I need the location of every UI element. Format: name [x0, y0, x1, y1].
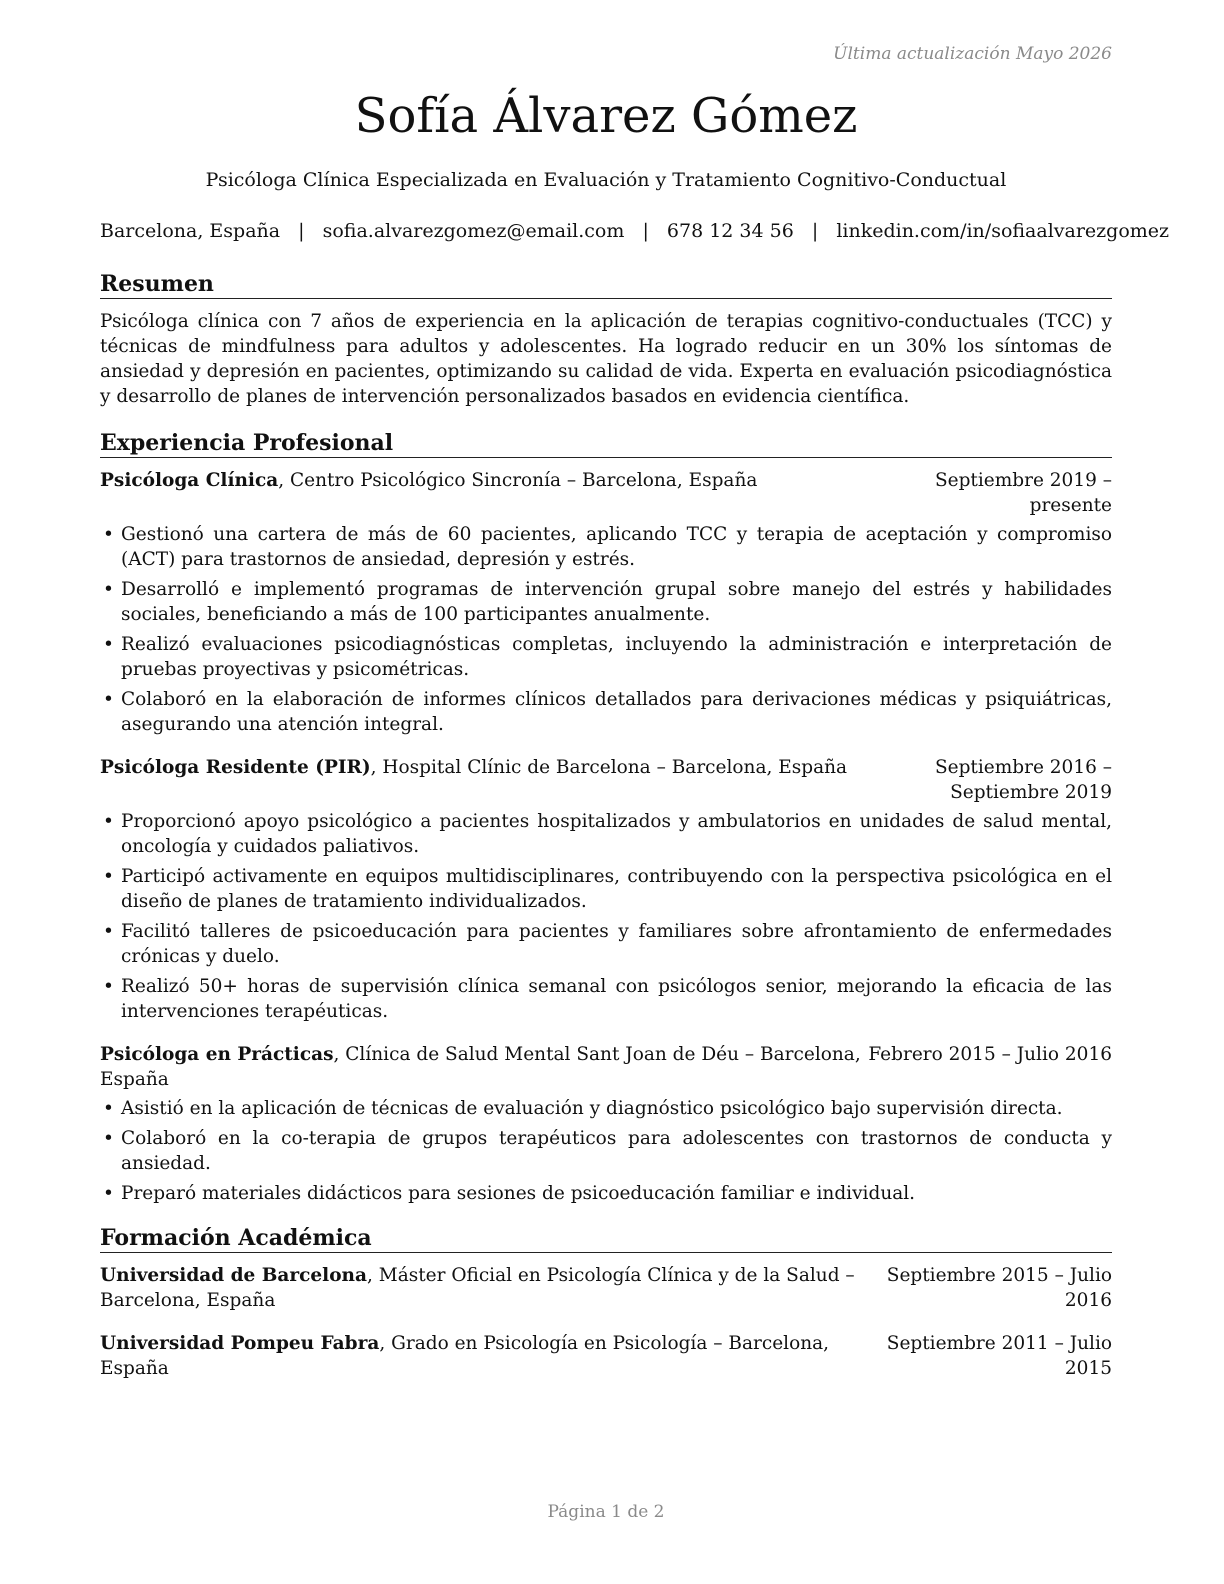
job-title-line: [100, 755, 847, 805]
education-title-line: [100, 1331, 882, 1381]
job-role: Psicóloga Clínica: [100, 470, 279, 491]
education-school: Universidad de Barcelona: [100, 1265, 367, 1286]
job-entry: [100, 468, 1112, 737]
contact-email[interactable]: sofia.alvarezgomez@email.com: [322, 220, 625, 242]
contact-separator: |: [642, 220, 649, 242]
bullet-text: Colaboró en la co-terapia de grupos terapéuticos para adolescentes con trastornos de conducta y ansiedad.: [121, 1128, 1112, 1174]
job-place: , Clínica de Salud Mental Sant Joan de Déu – Barcelona, España: [100, 1044, 861, 1090]
contact-separator: |: [811, 220, 819, 242]
list-item: [100, 687, 1112, 737]
job-bullets: [100, 1096, 1112, 1206]
job-title-line: [100, 468, 757, 518]
job-place: , Hospital Clínic de Barcelona – Barcelona, España: [370, 757, 848, 778]
job-role: Psicóloga en Prácticas: [100, 1044, 334, 1065]
contact-linkedin[interactable]: linkedin.com/in/sofiaalvarezgomez: [836, 220, 1170, 242]
education-header: [100, 1263, 1112, 1313]
education-school: Universidad Pompeu Fabra: [100, 1333, 380, 1354]
list-item: [100, 577, 1112, 627]
job-title-line: [100, 1042, 868, 1092]
education-dates: Septiembre 2015 – Julio 2016: [886, 1265, 1112, 1311]
bullet-icon: •: [103, 634, 114, 655]
job-dates: Septiembre 2016 – Septiembre 2019: [934, 757, 1112, 803]
list-item: [100, 974, 1112, 1024]
bullet-text: Desarrolló e implementó programas de intervención grupal sobre manejo del estrés y habilidades sociales, beneficiando a más de 100 participantes anualmente.: [121, 579, 1112, 625]
last-updated: Última actualización Mayo 2026: [833, 44, 1112, 64]
bullet-text: Realizó evaluaciones psicodiagnósticas completas, incluyendo la administración e interpretación de pruebas proyectivas y psicométricas.: [121, 634, 1112, 680]
list-item: [100, 1181, 1112, 1206]
job-entry: [100, 755, 1112, 1024]
job-role: Psicóloga Residente (PIR): [100, 757, 371, 778]
bullet-icon: •: [103, 1183, 114, 1204]
contact-phone: 678 12 34 56: [666, 220, 794, 242]
summary-text: Psicóloga clínica con 7 años de experiencia en la aplicación de terapias cognitivo-conductuales (TCC) y técnicas de mindfulness para adultos y adolescentes. Ha logrado reducir en un 30% los síntomas de ansiedad y depresión en pacientes, optimizando su calidad de vida. Experta en evaluación psicodiagnóstica y desarrollo de planes de intervención personalizados basados en evidencia científica.: [100, 311, 1112, 407]
bullet-text: Preparó materiales didácticos para sesiones de psicoeducación familiar e individual.: [121, 1183, 916, 1204]
job-header: [100, 755, 1112, 805]
contact-location: Barcelona, España: [100, 220, 281, 242]
bullet-icon: •: [103, 1098, 114, 1119]
professional-title: Psicóloga Clínica Especializada en Evaluación y Tratamiento Cognitivo-Conductual: [205, 169, 1007, 191]
list-item: [100, 864, 1112, 914]
education-entry: [100, 1331, 1112, 1381]
list-item: [100, 1096, 1112, 1121]
section-title-summary: Resumen: [100, 270, 1112, 299]
bullet-text: Colaboró en la elaboración de informes clínicos detallados para derivaciones médicas y psiquiátricas, asegurando una atención integral.: [121, 689, 1112, 735]
bullet-icon: •: [103, 579, 114, 600]
bullet-text: Facilitó talleres de psicoeducación para pacientes y familiares sobre afrontamiento de enfermedades crónicas y duelo.: [121, 921, 1112, 967]
job-bullets: [100, 522, 1112, 737]
section-title-education: Formación Académica: [100, 1224, 1112, 1253]
education-dates: Septiembre 2011 – Julio 2015: [886, 1333, 1112, 1379]
bullet-icon: •: [103, 866, 114, 887]
job-place: , Centro Psicológico Sincronía – Barcelona, España: [278, 470, 758, 491]
education-entry: [100, 1263, 1112, 1313]
bullet-icon: •: [103, 689, 114, 710]
list-item: [100, 632, 1112, 682]
resume-page: [100, 0, 1170, 1584]
resume-content: [100, 270, 1112, 1399]
candidate-name: Sofía Álvarez Gómez: [354, 88, 858, 144]
list-item: [100, 809, 1112, 859]
list-item: [100, 1126, 1112, 1176]
education-title-line: [100, 1263, 882, 1313]
bullet-icon: •: [103, 1128, 114, 1149]
bullet-icon: •: [103, 976, 114, 997]
job-header: [100, 468, 1112, 518]
section-title-experience: Experiencia Profesional: [100, 429, 1112, 458]
education-header: [100, 1331, 1112, 1381]
bullet-text: Realizó 50+ horas de supervisión clínica semanal con psicólogos senior, mejorando la eficacia de las intervenciones terapéuticas.: [121, 976, 1112, 1022]
job-dates: Febrero 2015 – Julio 2016: [868, 1044, 1112, 1065]
list-item: [100, 919, 1112, 969]
job-bullets: [100, 809, 1112, 1024]
bullet-text: Participó activamente en equipos multidisciplinares, contribuyendo con la perspectiva psicológica en el diseño de planes de tratamiento individualizados.: [121, 866, 1112, 912]
bullet-icon: •: [103, 811, 114, 832]
bullet-text: Proporcionó apoyo psicológico a pacientes hospitalizados y ambulatorios en unidades de salud mental, oncología y cuidados paliativos.: [121, 811, 1112, 857]
education-detail: , Grado en Psicología en Psicología – Barcelona, España: [100, 1333, 830, 1379]
job-header: [100, 1042, 1112, 1092]
job-dates: Septiembre 2019 – presente: [934, 470, 1112, 516]
bullet-icon: •: [103, 524, 114, 545]
page-number: Página 1 de 2: [547, 1502, 665, 1522]
contact-line: [100, 218, 1170, 244]
education-detail: , Máster Oficial en Psicología Clínica y de la Salud – Barcelona, España: [100, 1265, 855, 1311]
contact-separator: |: [298, 220, 305, 242]
bullet-text: Asistió en la aplicación de técnicas de evaluación y diagnóstico psicológico bajo supervisión directa.: [121, 1098, 1063, 1119]
bullet-text: Gestionó una cartera de más de 60 pacientes, aplicando TCC y terapia de aceptación y compromiso (ACT) para trastornos de ansiedad, depresión y estrés.: [121, 524, 1112, 570]
job-entry: [100, 1042, 1112, 1206]
bullet-icon: •: [103, 921, 114, 942]
list-item: [100, 522, 1112, 572]
